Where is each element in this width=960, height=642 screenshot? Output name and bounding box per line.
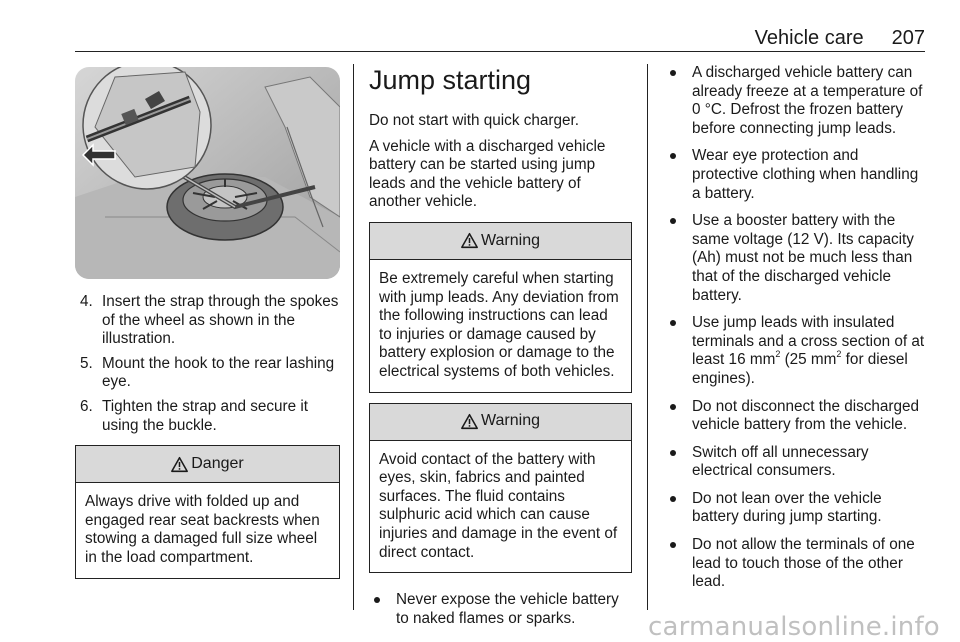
bullet-dot-icon [670,70,676,76]
list-item: Do not disconnect the discharged vehicle battery from the vehicle. [665,398,927,435]
column-divider-2 [647,64,648,610]
watermark: carmanualsonline.info [648,612,940,642]
warning-triangle-icon [171,456,188,473]
page-number: 207 [891,27,925,49]
section-name: Vehicle care [754,27,864,49]
header-rule [75,51,925,52]
spare-wheel-illustration [75,67,340,279]
header-title [755,27,925,50]
bullet-dot-icon [670,320,676,326]
warning-header [370,223,631,260]
warning-text: Avoid contact of the battery with eyes, skin, fabrics and painted surfaces. The fluid contains sulphuric acid which can cause injuries and damage in the event of direct contact. [379,450,618,561]
bullet-dot-icon [670,153,676,159]
list-item: Use jump leads with insulated terminals and a cross section of at least 16 $mm^2$ (25 $mm^2$ for diesel engines). [665,314,927,388]
list-item: Never expose the vehicle battery to naked flames or sparks. [369,591,632,628]
danger-text: Always drive with folded up and engaged rear seat backrests when stowing a damaged full size wheel in the load compartment. [85,493,320,566]
list-item: A discharged vehicle battery can already freeze at a temperature of 0 °C. Defrost the frozen battery before connecting jump leads. [665,64,927,138]
warning-triangle-icon [461,232,478,249]
danger-header [76,446,339,483]
warning-box-1 [369,222,632,393]
page-header [75,27,925,49]
list-item: 6. Tighten the strap and secure it using the buckle. [80,397,309,434]
warning-box-2 [369,403,632,574]
intro-paragraph-2: A vehicle with a discharged vehicle battery can be started using jump leads and the vehicle battery of another vehicle. [369,137,606,211]
bullet-dot-icon [670,496,676,502]
column-left [75,64,340,579]
intro-paragraph-1: Do not start with quick charger. [369,112,580,129]
list-item: Use a booster battery with the same voltage (12 V). Its capacity (Ah) must not be much less than that of the discharged vehicle battery. [665,212,927,305]
bullet-dot-icon [670,450,676,456]
bullet-dot-icon [670,542,676,548]
bullet-dot-icon [670,404,676,410]
column-divider-1 [353,64,354,610]
bullet-dot-icon [670,218,676,224]
warning-triangle-icon [461,413,478,430]
danger-box [75,445,340,578]
precautions-list-continued [665,64,927,592]
column-right [665,64,927,601]
list-item: Switch off all unnecessary electrical consumers. [665,444,927,481]
mounting-steps [75,293,340,435]
column-middle [369,64,632,637]
warning-text: Be extremely careful when starting with jump leads. Any deviation from the following instructions can lead to injuries or damage caused by battery explosion or damage to the electrical systems of both vehicles. [379,269,619,380]
warning-title: Warning [481,412,540,430]
warning-header [370,404,631,441]
bullet-dot-icon [374,597,380,603]
list-item: Do not allow the terminals of one lead to touch those of the other lead. [665,536,927,592]
list-item: 4. Insert the strap through the spokes of the wheel as shown in the illustration. [80,293,339,348]
section-heading: Jump starting [369,65,532,95]
list-item: Do not lean over the vehicle battery during jump starting. [665,490,927,527]
danger-title: Danger [191,454,244,472]
list-item: Wear eye protection and protective clothing when handling a battery. [665,147,927,203]
warning-title: Warning [481,231,540,249]
list-item: 5. Mount the hook to the rear lashing eye. [80,354,335,391]
precautions-list [369,591,632,628]
